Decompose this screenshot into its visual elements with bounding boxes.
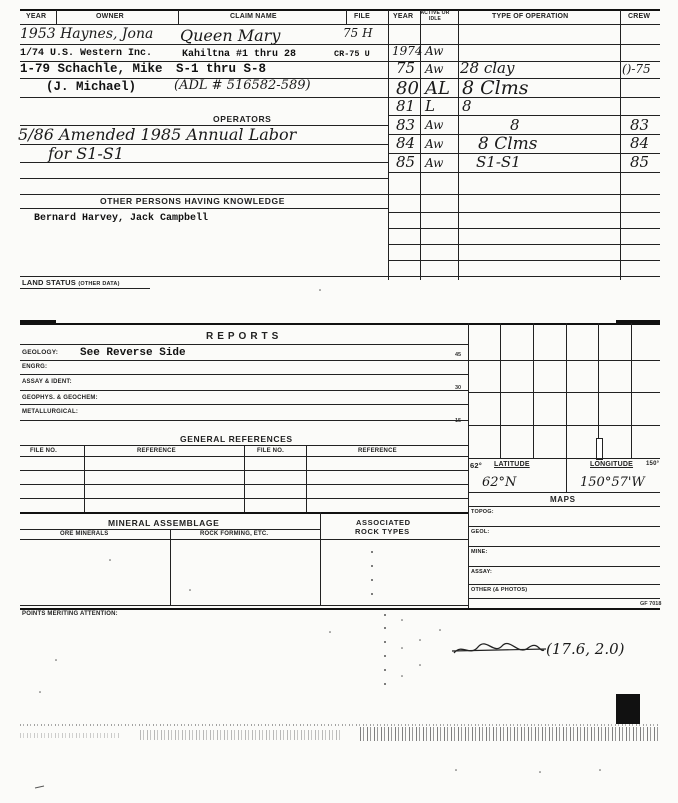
claim-name-header: CLAIM NAME [230, 13, 277, 20]
activity-status: Aw [425, 118, 444, 132]
operators-line2: for S1-S1 [48, 144, 124, 163]
file-no-header: FILE NO. [30, 448, 57, 454]
activity-year: 1974 [392, 44, 423, 58]
other-photos-label: OTHER (& PHOTOS) [471, 587, 528, 593]
owner-row2-owner: 1/74 U.S. Western Inc. [20, 48, 153, 59]
points-coords: (17.6, 2.0) [546, 640, 625, 658]
activity-status: Aw [425, 156, 444, 170]
activity-crew: 83 [630, 116, 650, 134]
owner-row2-file: CR-75 U [334, 49, 370, 59]
geol-label: GEOL: [471, 529, 490, 535]
crew-header: CREW [628, 13, 651, 20]
activity-op: 8 Clms [462, 77, 529, 99]
owner-row1-file: 75 H [343, 26, 373, 40]
topog-label: TOPOG: [471, 509, 494, 515]
operators-line1: 5/86 Amended 1985 Annual Labor [18, 125, 297, 144]
reference-header: REFERENCE [137, 448, 176, 454]
longitude-value: 150°57'W [580, 475, 645, 490]
file-no-header-2: FILE NO. [257, 448, 284, 454]
latitude-label: LATITUDE [494, 461, 530, 468]
assay-label: ASSAY & IDENT: [22, 379, 72, 385]
mine-label: MINE: [471, 549, 488, 555]
metallurgical-label: METALLURGICAL: [22, 409, 79, 415]
activity-op: 28 clay [460, 59, 515, 77]
knowledge-names: Bernard Harvey, Jack Campbell [34, 213, 209, 224]
geophys-label: GEOPHYS. & GEOCHEM: [22, 395, 98, 401]
owner-row1-hand: 1953 Haynes, Jona [20, 26, 154, 42]
activity-year: 81 [396, 97, 416, 115]
owner-row3-claim: S-1 thru S-8 [176, 62, 267, 76]
activity-status: Aw [425, 44, 444, 58]
assay-map-label: ASSAY: [471, 569, 493, 575]
associated-label: ASSOCIATED [356, 518, 411, 527]
activity-status: Aw [425, 62, 444, 76]
activity-op: 8 [462, 97, 472, 115]
activity-op: 8 [510, 116, 520, 134]
engrg-label: ENGRG: [22, 364, 48, 370]
activity-year: 75 [396, 59, 416, 77]
maps-heading: MAPS [550, 495, 576, 504]
owner-row4-owner: (J. Michael) [46, 80, 137, 94]
activity-year: 80 [396, 78, 419, 99]
reports-mark-45: 45 [455, 352, 462, 358]
operators-heading: OPERATORS [213, 114, 272, 124]
activity-year: 85 [396, 153, 416, 171]
reports-mark-30: 30 [455, 385, 462, 391]
mineral-assemblage-heading: MINERAL ASSEMBLAGE [108, 518, 220, 528]
points-label: POINTS MERITING ATTENTION: [22, 611, 118, 617]
geology-value: See Reverse Side [80, 347, 186, 359]
activity-year: 83 [396, 116, 416, 134]
owner-header: OWNER [96, 13, 124, 20]
reports-heading: REPORTS [206, 331, 283, 342]
type-of-operation-header: TYPE OF OPERATION [492, 13, 569, 20]
active-idle-header: ACTIVE OR IDLE [420, 10, 450, 22]
geology-label: GEOLOGY: [22, 349, 59, 356]
owner-row1-claim: Queen Mary [180, 26, 281, 45]
activity-status: L [425, 97, 435, 115]
year-header: YEAR [26, 13, 47, 20]
form-number: GF 7018 [640, 601, 662, 607]
file-header: FILE [354, 13, 370, 20]
activity-crew: ()-75 [622, 62, 651, 76]
activity-crew: 85 [630, 153, 650, 171]
reference-header-2: REFERENCE [358, 448, 397, 454]
owner-row2-claim: Kahiltna #1 thru 28 [182, 49, 297, 60]
activity-op: S1-S1 [476, 153, 521, 171]
reports-mark-15: 15 [455, 418, 462, 424]
activity-year: 84 [396, 134, 416, 152]
owner-row3-owner: 1-79 Schachle, Mike [20, 62, 163, 76]
knowledge-heading: OTHER PERSONS HAVING KNOWLEDGE [100, 196, 286, 206]
general-references-heading: GENERAL REFERENCES [180, 434, 293, 444]
activity-op: 8 Clms [478, 134, 538, 154]
year2-header: YEAR [393, 13, 414, 20]
activity-crew: 84 [630, 134, 650, 152]
long-suffix: 150° [646, 461, 660, 467]
ore-minerals-header: ORE MINERALS [60, 531, 109, 537]
activity-status: AL [425, 78, 450, 99]
rock-types-label: ROCK TYPES [355, 527, 410, 536]
latitude-value: 62°N [482, 475, 517, 490]
owner-row4-claim: (ADL # 516582-589) [174, 78, 311, 93]
lat-prefix: 62° [470, 461, 482, 470]
longitude-label: LONGITUDE [590, 461, 634, 468]
rock-forming-header: ROCK FORMING, ETC. [200, 531, 269, 537]
activity-status: Aw [425, 137, 444, 151]
land-status-label: LAND STATUS (OTHER DATA) [22, 278, 120, 287]
